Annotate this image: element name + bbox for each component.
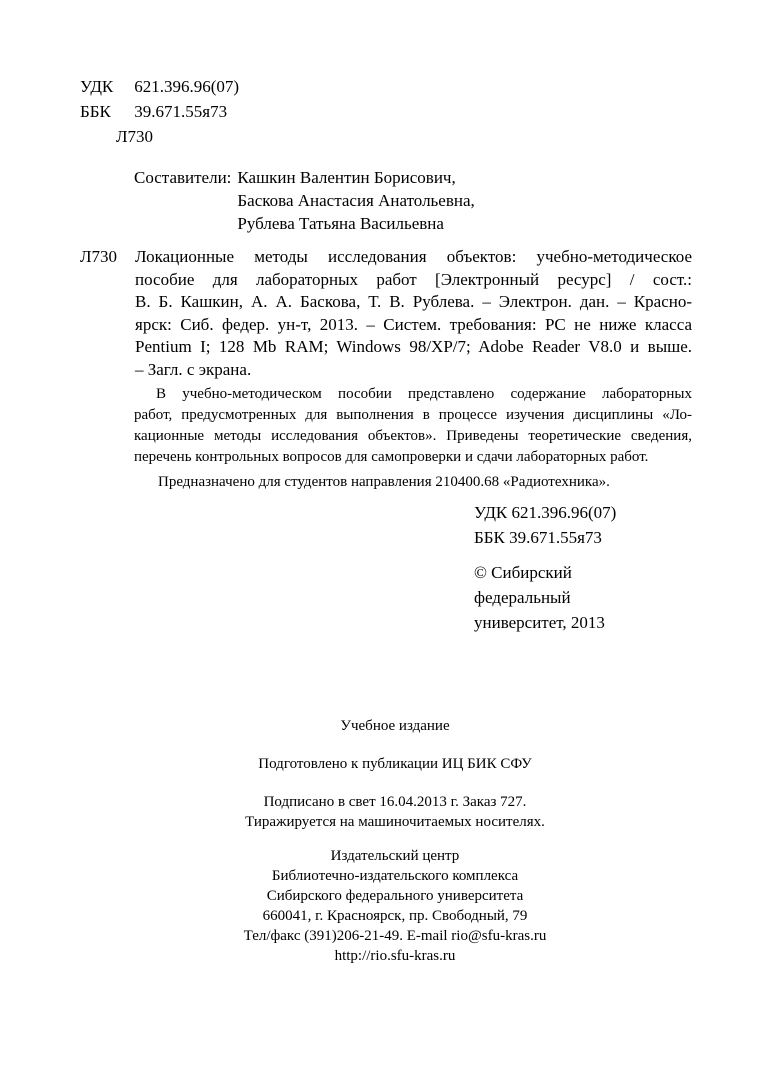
- copyright-line: университет, 2013: [474, 613, 605, 632]
- bbk-line: [80, 99, 239, 124]
- signed-line: Подписано в свет 16.04.2013 г. Заказ 727.: [263, 794, 527, 810]
- compiler-name: Кашкин Валентин Борисович,: [237, 168, 456, 187]
- annotation-line: кационные методы исследования объектов». Приведены теоретические сведения,: [134, 428, 692, 444]
- bbk-value: 39.671.55я73: [134, 102, 228, 121]
- catalog-line: В. Б. Кашкин, А. А. Баскова, Т. В. Рублева. – Электрон. дан. – Красно-: [135, 292, 692, 312]
- annotation-line: В учебно-методическом пособии представлено содержание лабораторных: [156, 386, 692, 402]
- udk-label: УДК: [80, 77, 114, 96]
- prepared-line: Подготовлено к публикации ИЦ БИК СФУ: [258, 756, 532, 772]
- edition-type: Учебное издание: [340, 718, 450, 734]
- compilers-label: Составители:: [134, 168, 232, 187]
- copyright-line: федеральный: [474, 588, 571, 607]
- catalog-line: Локационные методы исследования объектов: учебно-методическое: [135, 247, 692, 266]
- publisher-address: 660041, г. Красноярск, пр. Свободный, 79: [262, 908, 528, 924]
- annotation-line: перечень контрольных вопросов для самопроверки и сдачи лабораторных работ.: [134, 449, 649, 465]
- udk-line: [80, 74, 239, 99]
- imprint-codes-block: [474, 500, 616, 550]
- catalog-line: Pentium I; 128 Mb RAM; Windows 98/XP/7; Adobe Reader V8.0 и выше.: [135, 337, 692, 357]
- publisher-url: http://rio.sfu-kras.ru: [334, 948, 456, 964]
- compiler-name: Рублева Татьяна Васильевна: [237, 214, 444, 233]
- book-code: Л730: [116, 127, 154, 146]
- print-info: [80, 792, 710, 832]
- copyright-line: © Сибирский: [474, 563, 572, 582]
- catalog-line: – Загл. с экрана.: [135, 359, 252, 379]
- catalog-entry-text: [135, 246, 692, 382]
- publisher-info: [80, 846, 710, 966]
- footer-block: [80, 716, 710, 966]
- publisher-line: Сибирского федерального университета: [266, 888, 524, 904]
- compiler-name: Баскова Анастасия Анатольевна,: [237, 191, 475, 210]
- bbk-label: ББК: [80, 102, 111, 121]
- classification-block: [80, 74, 239, 149]
- catalog-code: Л730: [80, 247, 118, 266]
- udk-value: 621.396.96(07): [134, 77, 240, 96]
- catalog-entry-block: [80, 246, 692, 382]
- distribution-line: Тиражируется на машиночитаемых носителях.: [245, 814, 545, 830]
- annotation-block: [134, 384, 692, 468]
- purpose-line: Предназначено для студентов направления 210400.68 «Радиотехника».: [158, 474, 610, 490]
- publisher-line: Издательский центр: [330, 848, 460, 864]
- publisher-contacts: Тел/факс (391)206-21-49. E-mail rio@sfu-kras.ru: [243, 928, 547, 944]
- publisher-line: Библиотечно-издательского комплекса: [271, 868, 519, 884]
- compilers-block: [134, 166, 475, 235]
- imprint-udk: УДК 621.396.96(07): [474, 503, 617, 522]
- compilers-names: [237, 166, 474, 235]
- copyright-block: [474, 560, 605, 635]
- catalog-line: ярск: Сиб. федер. ун-т, 2013. – Систем. требования: PC не ниже класса: [135, 314, 692, 334]
- annotation-line: работ, предусмотренных для выполнения в процессе изучения дисциплины «Ло-: [134, 407, 692, 423]
- catalog-line: пособие для лабораторных работ [Электронный ресурс] / сост.:: [135, 269, 692, 289]
- imprint-bbk: ББК 39.671.55я73: [474, 528, 602, 547]
